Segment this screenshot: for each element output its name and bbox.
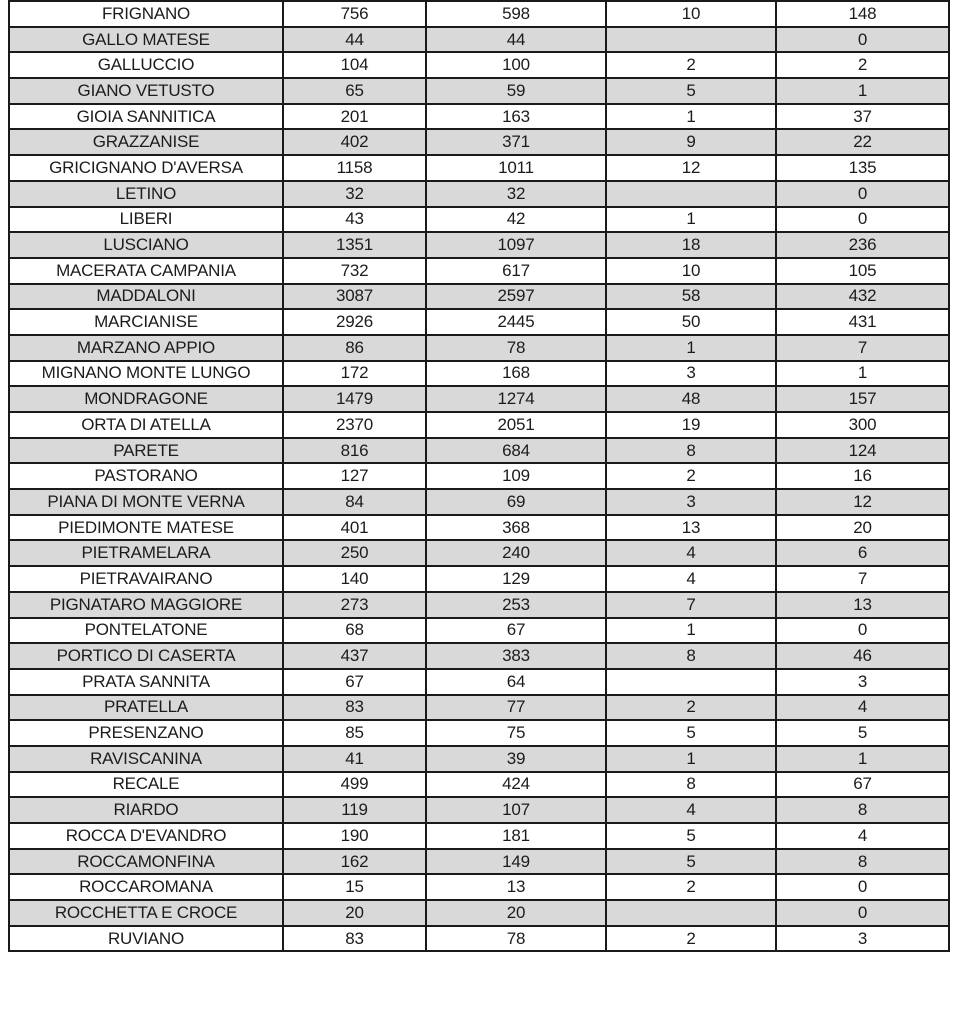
value-cell-col4: 0	[776, 900, 949, 926]
municipality-cell: ROCCA D'EVANDRO	[9, 823, 283, 849]
value-cell-col4: 67	[776, 772, 949, 798]
value-cell-col2: 67	[426, 618, 606, 644]
table-row	[9, 284, 949, 310]
value-cell-col3: 4	[606, 797, 776, 823]
table-row	[9, 772, 949, 798]
municipality-cell: PRATELLA	[9, 695, 283, 721]
municipality-cell: PIEDIMONTE MATESE	[9, 515, 283, 541]
value-cell-col4: 3	[776, 669, 949, 695]
value-cell-col3: 1	[606, 335, 776, 361]
table-row	[9, 78, 949, 104]
value-cell-col3: 10	[606, 258, 776, 284]
table-row	[9, 438, 949, 464]
value-cell-col2: 168	[426, 361, 606, 387]
value-cell-col1: 127	[283, 463, 426, 489]
value-cell-col2: 2051	[426, 412, 606, 438]
value-cell-col4: 12	[776, 489, 949, 515]
table-row	[9, 797, 949, 823]
table-row	[9, 309, 949, 335]
municipality-cell: PRESENZANO	[9, 720, 283, 746]
value-cell-col4: 5	[776, 720, 949, 746]
value-cell-col4: 157	[776, 386, 949, 412]
table-row	[9, 849, 949, 875]
value-cell-col1: 756	[283, 1, 426, 27]
table-row	[9, 746, 949, 772]
municipality-cell: MONDRAGONE	[9, 386, 283, 412]
municipalities-table	[8, 0, 950, 952]
municipality-cell: LETINO	[9, 181, 283, 207]
municipality-cell: MACERATA CAMPANIA	[9, 258, 283, 284]
value-cell-col2: 253	[426, 592, 606, 618]
municipality-cell: RIARDO	[9, 797, 283, 823]
value-cell-col3	[606, 900, 776, 926]
value-cell-col2: 383	[426, 643, 606, 669]
value-cell-col3: 8	[606, 438, 776, 464]
value-cell-col3: 9	[606, 129, 776, 155]
value-cell-col1: 499	[283, 772, 426, 798]
municipality-cell: PIETRAMELARA	[9, 540, 283, 566]
value-cell-col2: 44	[426, 27, 606, 53]
value-cell-col3: 50	[606, 309, 776, 335]
table-row	[9, 900, 949, 926]
value-cell-col2: 78	[426, 335, 606, 361]
value-cell-col1: 201	[283, 104, 426, 130]
value-cell-col4: 4	[776, 823, 949, 849]
value-cell-col4: 46	[776, 643, 949, 669]
value-cell-col4: 20	[776, 515, 949, 541]
municipality-cell: FRIGNANO	[9, 1, 283, 27]
value-cell-col3: 10	[606, 1, 776, 27]
municipality-cell: LUSCIANO	[9, 232, 283, 258]
value-cell-col2: 75	[426, 720, 606, 746]
table-row	[9, 926, 949, 952]
value-cell-col1: 41	[283, 746, 426, 772]
municipality-cell: ROCCHETTA E CROCE	[9, 900, 283, 926]
value-cell-col1: 86	[283, 335, 426, 361]
value-cell-col4: 236	[776, 232, 949, 258]
municipality-cell: RAVISCANINA	[9, 746, 283, 772]
value-cell-col2: 42	[426, 207, 606, 233]
municipality-cell: ORTA DI ATELLA	[9, 412, 283, 438]
value-cell-col3: 5	[606, 78, 776, 104]
value-cell-col1: 15	[283, 874, 426, 900]
value-cell-col3: 1	[606, 207, 776, 233]
value-cell-col2: 1274	[426, 386, 606, 412]
value-cell-col4: 3	[776, 926, 949, 952]
value-cell-col2: 2445	[426, 309, 606, 335]
municipality-cell: GRICIGNANO D'AVERSA	[9, 155, 283, 181]
table-row	[9, 335, 949, 361]
value-cell-col2: 1097	[426, 232, 606, 258]
value-cell-col3: 5	[606, 720, 776, 746]
value-cell-col1: 67	[283, 669, 426, 695]
value-cell-col4: 135	[776, 155, 949, 181]
value-cell-col2: 100	[426, 52, 606, 78]
value-cell-col3: 48	[606, 386, 776, 412]
value-cell-col4: 105	[776, 258, 949, 284]
municipality-cell: PIETRAVAIRANO	[9, 566, 283, 592]
value-cell-col4: 0	[776, 27, 949, 53]
municipality-cell: GALLO MATESE	[9, 27, 283, 53]
value-cell-col4: 8	[776, 849, 949, 875]
municipality-cell: MIGNANO MONTE LUNGO	[9, 361, 283, 387]
table-row	[9, 874, 949, 900]
value-cell-col2: 129	[426, 566, 606, 592]
value-cell-col2: 368	[426, 515, 606, 541]
value-cell-col2: 59	[426, 78, 606, 104]
municipality-cell: PARETE	[9, 438, 283, 464]
value-cell-col1: 3087	[283, 284, 426, 310]
value-cell-col4: 0	[776, 181, 949, 207]
value-cell-col1: 437	[283, 643, 426, 669]
value-cell-col1: 250	[283, 540, 426, 566]
value-cell-col1: 1158	[283, 155, 426, 181]
value-cell-col3	[606, 27, 776, 53]
value-cell-col4: 37	[776, 104, 949, 130]
value-cell-col1: 83	[283, 695, 426, 721]
value-cell-col4: 7	[776, 335, 949, 361]
municipality-cell: GIOIA SANNITICA	[9, 104, 283, 130]
value-cell-col3: 2	[606, 926, 776, 952]
value-cell-col4: 8	[776, 797, 949, 823]
table-row	[9, 232, 949, 258]
value-cell-col1: 104	[283, 52, 426, 78]
table-row	[9, 695, 949, 721]
municipality-cell: ROCCAROMANA	[9, 874, 283, 900]
value-cell-col1: 85	[283, 720, 426, 746]
value-cell-col2: 1011	[426, 155, 606, 181]
municipality-cell: PONTELATONE	[9, 618, 283, 644]
value-cell-col2: 77	[426, 695, 606, 721]
value-cell-col1: 20	[283, 900, 426, 926]
value-cell-col1: 732	[283, 258, 426, 284]
table-row	[9, 386, 949, 412]
municipality-cell: RECALE	[9, 772, 283, 798]
municipality-cell: LIBERI	[9, 207, 283, 233]
value-cell-col2: 69	[426, 489, 606, 515]
municipality-cell: RUVIANO	[9, 926, 283, 952]
value-cell-col4: 6	[776, 540, 949, 566]
table-row	[9, 104, 949, 130]
table-row	[9, 412, 949, 438]
municipality-cell: PRATA SANNITA	[9, 669, 283, 695]
value-cell-col3: 1	[606, 104, 776, 130]
value-cell-col3	[606, 669, 776, 695]
municipality-cell: GRAZZANISE	[9, 129, 283, 155]
municipality-cell: GALLUCCIO	[9, 52, 283, 78]
value-cell-col1: 44	[283, 27, 426, 53]
value-cell-col1: 140	[283, 566, 426, 592]
value-cell-col4: 432	[776, 284, 949, 310]
table-row	[9, 181, 949, 207]
table-row	[9, 592, 949, 618]
table-row	[9, 52, 949, 78]
table-row	[9, 823, 949, 849]
table-row	[9, 463, 949, 489]
value-cell-col3: 2	[606, 463, 776, 489]
value-cell-col2: 20	[426, 900, 606, 926]
value-cell-col3: 8	[606, 772, 776, 798]
value-cell-col1: 402	[283, 129, 426, 155]
value-cell-col4: 16	[776, 463, 949, 489]
value-cell-col3	[606, 181, 776, 207]
value-cell-col4: 148	[776, 1, 949, 27]
value-cell-col2: 107	[426, 797, 606, 823]
value-cell-col1: 1351	[283, 232, 426, 258]
value-cell-col1: 190	[283, 823, 426, 849]
value-cell-col2: 163	[426, 104, 606, 130]
value-cell-col3: 4	[606, 540, 776, 566]
municipality-cell: PIGNATARO MAGGIORE	[9, 592, 283, 618]
value-cell-col4: 0	[776, 874, 949, 900]
value-cell-col4: 124	[776, 438, 949, 464]
table-row	[9, 1, 949, 27]
value-cell-col4: 1	[776, 746, 949, 772]
municipality-cell: MADDALONI	[9, 284, 283, 310]
table-body	[9, 1, 949, 951]
value-cell-col2: 424	[426, 772, 606, 798]
table-row	[9, 258, 949, 284]
municipality-cell: PIANA DI MONTE VERNA	[9, 489, 283, 515]
value-cell-col1: 162	[283, 849, 426, 875]
value-cell-col3: 5	[606, 849, 776, 875]
value-cell-col1: 172	[283, 361, 426, 387]
value-cell-col1: 68	[283, 618, 426, 644]
municipality-cell: GIANO VETUSTO	[9, 78, 283, 104]
value-cell-col3: 19	[606, 412, 776, 438]
value-cell-col4: 4	[776, 695, 949, 721]
value-cell-col3: 2	[606, 695, 776, 721]
value-cell-col4: 431	[776, 309, 949, 335]
value-cell-col1: 43	[283, 207, 426, 233]
municipality-cell: MARCIANISE	[9, 309, 283, 335]
table-row	[9, 720, 949, 746]
value-cell-col3: 2	[606, 874, 776, 900]
table-row	[9, 515, 949, 541]
municipality-cell: PORTICO DI CASERTA	[9, 643, 283, 669]
value-cell-col1: 119	[283, 797, 426, 823]
value-cell-col3: 58	[606, 284, 776, 310]
value-cell-col1: 84	[283, 489, 426, 515]
value-cell-col2: 109	[426, 463, 606, 489]
table-row	[9, 643, 949, 669]
value-cell-col3: 18	[606, 232, 776, 258]
table-row	[9, 618, 949, 644]
value-cell-col3: 12	[606, 155, 776, 181]
value-cell-col4: 1	[776, 361, 949, 387]
value-cell-col4: 0	[776, 207, 949, 233]
value-cell-col3: 2	[606, 52, 776, 78]
value-cell-col2: 684	[426, 438, 606, 464]
value-cell-col1: 65	[283, 78, 426, 104]
value-cell-col3: 5	[606, 823, 776, 849]
table-row	[9, 155, 949, 181]
value-cell-col1: 1479	[283, 386, 426, 412]
value-cell-col3: 13	[606, 515, 776, 541]
value-cell-col2: 240	[426, 540, 606, 566]
municipality-cell: MARZANO APPIO	[9, 335, 283, 361]
table-row	[9, 566, 949, 592]
table-row	[9, 361, 949, 387]
value-cell-col2: 2597	[426, 284, 606, 310]
value-cell-col3: 7	[606, 592, 776, 618]
value-cell-col3: 8	[606, 643, 776, 669]
value-cell-col2: 371	[426, 129, 606, 155]
value-cell-col1: 32	[283, 181, 426, 207]
value-cell-col1: 816	[283, 438, 426, 464]
value-cell-col4: 300	[776, 412, 949, 438]
value-cell-col4: 22	[776, 129, 949, 155]
value-cell-col2: 598	[426, 1, 606, 27]
value-cell-col2: 149	[426, 849, 606, 875]
value-cell-col1: 2370	[283, 412, 426, 438]
value-cell-col3: 1	[606, 618, 776, 644]
table-row	[9, 207, 949, 233]
municipality-cell: PASTORANO	[9, 463, 283, 489]
value-cell-col2: 13	[426, 874, 606, 900]
table-row	[9, 540, 949, 566]
value-cell-col4: 1	[776, 78, 949, 104]
value-cell-col1: 273	[283, 592, 426, 618]
value-cell-col2: 32	[426, 181, 606, 207]
value-cell-col2: 64	[426, 669, 606, 695]
value-cell-col1: 83	[283, 926, 426, 952]
value-cell-col2: 617	[426, 258, 606, 284]
value-cell-col2: 78	[426, 926, 606, 952]
value-cell-col3: 3	[606, 361, 776, 387]
value-cell-col2: 39	[426, 746, 606, 772]
value-cell-col4: 13	[776, 592, 949, 618]
table-row	[9, 669, 949, 695]
value-cell-col4: 7	[776, 566, 949, 592]
value-cell-col4: 0	[776, 618, 949, 644]
value-cell-col2: 181	[426, 823, 606, 849]
table-row	[9, 129, 949, 155]
value-cell-col3: 1	[606, 746, 776, 772]
value-cell-col3: 3	[606, 489, 776, 515]
value-cell-col3: 4	[606, 566, 776, 592]
value-cell-col4: 2	[776, 52, 949, 78]
municipality-cell: ROCCAMONFINA	[9, 849, 283, 875]
value-cell-col1: 2926	[283, 309, 426, 335]
value-cell-col1: 401	[283, 515, 426, 541]
table-row	[9, 489, 949, 515]
table-row	[9, 27, 949, 53]
